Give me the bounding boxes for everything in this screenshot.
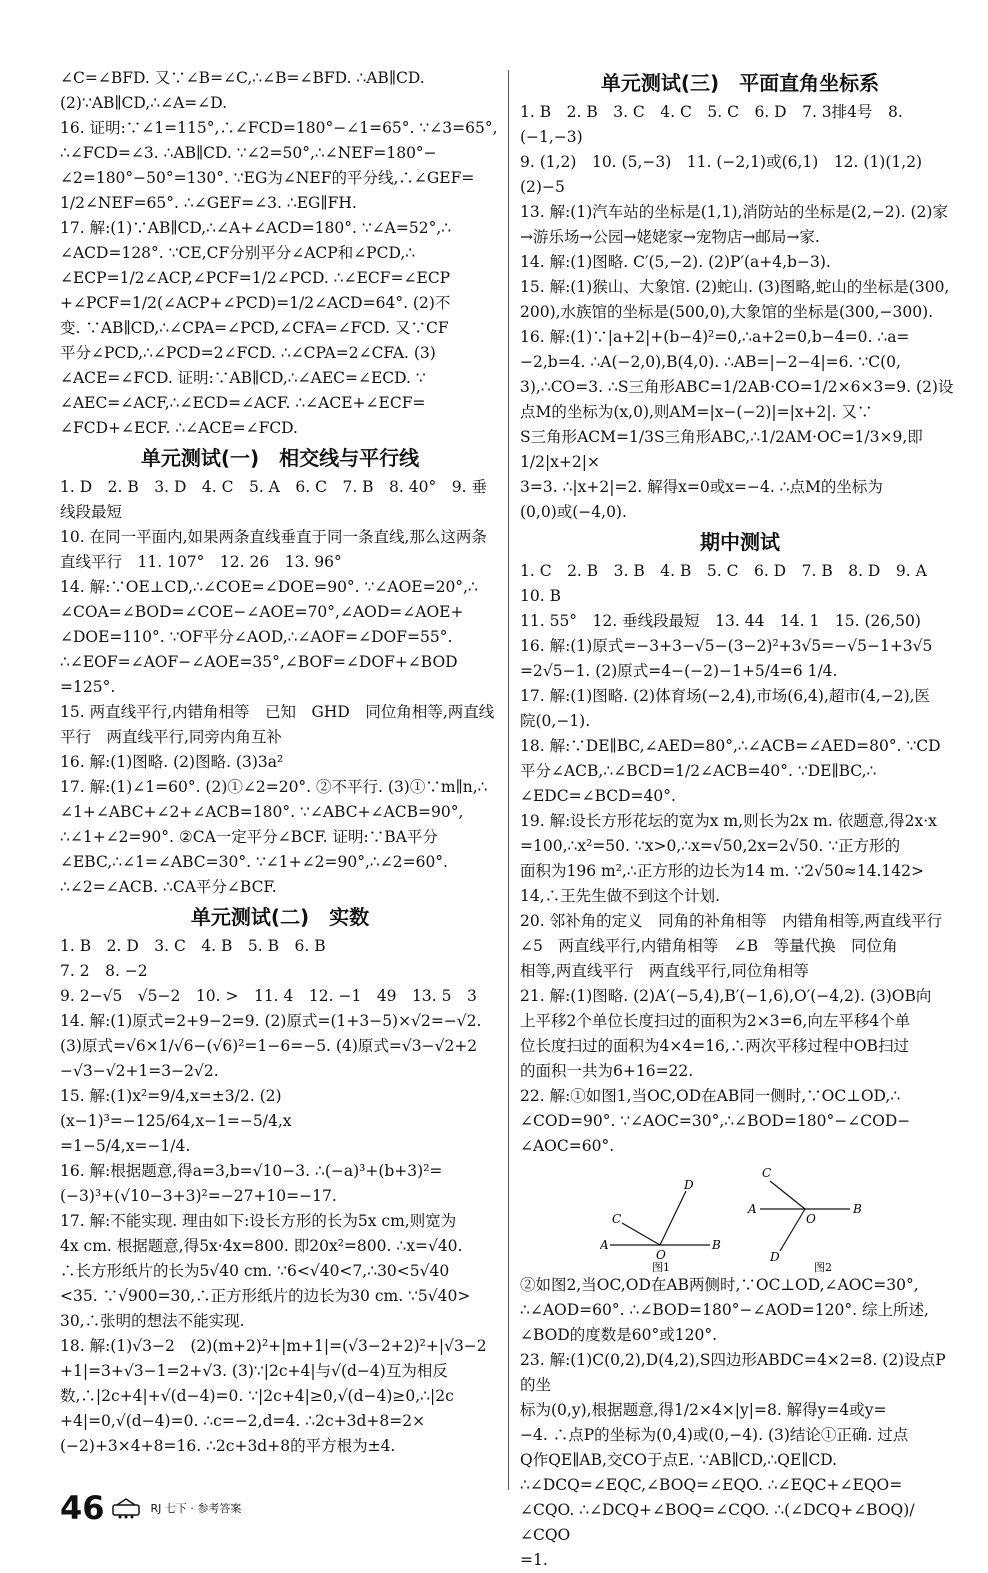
answer-line: ∠CQO. ∴∠DCQ+∠BOQ=∠CQO. ∴(∠DCQ+∠BOQ)/∠CQO (520, 1501, 915, 1544)
fig2-caption: 图2 (814, 1261, 832, 1273)
answer-line: 9. (1,2) 10. (5,−3) 11. (−2,1)或(6,1) 12. (1)(1,2) (520, 153, 923, 171)
fig1-caption: 图1 (652, 1261, 670, 1273)
answer-line: 11. 55° 12. 垂线段最短 13. 44 14. 1 15. (26,50) (520, 612, 921, 630)
answer-line: 15. 解:(1)x²=9/4,x=±3/2. (2)(x−1)³=−125/64,x−1=−5/4,x (60, 1087, 292, 1130)
answer-line: −4. ∴点P的坐标为(0,4)或(0,−4). (3)结论①正确. 过点 (520, 1426, 909, 1444)
fig1-label-o: O (656, 1248, 666, 1262)
right-column-top (520, 68, 960, 1159)
answer-line: 直线平行 11. 107° 12. 26 13. 96° (60, 553, 342, 571)
answer-line: ∠EBC,∴∠1=∠ABC=30°. ∵∠1+∠2=90°,∴∠2=60°. (60, 853, 448, 871)
footer-tag: RJ 七下 · 参考答案 (150, 1502, 242, 1515)
answer-line: 院(0,−1). (520, 712, 591, 730)
answer-line: 16. 解:(1)原式=−3+3−√5−(3−2)²+3√5=−√5−1+3√5 (520, 637, 933, 655)
left-column (60, 66, 500, 1459)
answer-line: 13. 解:(1)汽车站的坐标是(1,1),消防站的坐标是(2,−2). (2)家 (520, 203, 948, 221)
answer-line: ∠1+∠ABC+∠2+∠ACB=180°. ∵∠ABC+∠ACB=90°, (60, 803, 464, 821)
answer-line: 变. ∵AB∥CD,∴∠CPA=∠PCD,∠CFA=∠FCD. 又∵CF (60, 319, 449, 337)
right-column (520, 66, 960, 1573)
answer-line: 1. B 2. B 3. C 4. C 5. C 6. D 7. 3排4号 8. (−1,−3) (520, 103, 908, 146)
answer-line: 平分∠PCD,∴∠PCD=2∠FCD. ∴∠CPA=2∠CFA. (3) (60, 344, 436, 362)
answer-line: ∴∠AOD=60°. ∴∠BOD=180°−∠AOD=120°. 综上所述, (520, 1301, 929, 1319)
fig2-label-b: B (853, 1202, 862, 1216)
answer-line: ∠5 两直线平行,内错角相等 ∠B 等量代换 同位角 (520, 937, 898, 955)
answer-line: 23. 解:(1)C(0,2),D(4,2),S四边形ABDC=4×2=8. (2)设点P的坐 (520, 1351, 946, 1394)
right-column-bottom (520, 1273, 960, 1573)
answer-line: (−2)+3×4+8=16. ∴2c+3d+8的平方根为±4. (60, 1437, 396, 1455)
answer-line: 3=3. ∴|x+2|=2. 解得x=0或x=−4. ∴点M的坐标为 (520, 478, 883, 496)
answer-line: 平分∠ACB,∴∠BCD=1/2∠ACB=40°. ∵DE∥BC,∴ (520, 762, 877, 780)
answer-line: +1|=3+√3−1=2+√3. (3)∵|2c+4|与√(d−4)互为相反 (60, 1362, 448, 1380)
fig1-label-c: C (612, 1212, 622, 1226)
answer-line: <35. ∵√900=30,∴正方形纸片的边长为30 cm. ∵5√40> (60, 1287, 471, 1305)
angle-figures (600, 1163, 880, 1273)
answer-line: 9. 2−√5 √5−2 10. > 11. 4 12. −1 49 13. 5 3 (60, 987, 477, 1005)
answer-line: (−3)³+(√10−3+3)²=−27+10=−17. (60, 1187, 337, 1205)
answer-line: 15. 解:(1)猴山、大象馆. (2)蛇山. (3)图略,蛇山的坐标是(300, (520, 278, 950, 296)
answer-line: 15. 两直线平行,内错角相等 已知 GHD 同位角相等,两直线 (60, 703, 495, 721)
answer-line: 18. 解:∵DE∥BC,∠AED=80°,∴∠ACB=∠AED=80°. ∵CD (520, 737, 941, 755)
section-heading: 单元测试(一) 相交线与平行线 (140, 446, 420, 470)
answer-line: 位长度扫过的面积为4×4=16,∴两次平移过程中OB扫过 (520, 1037, 909, 1055)
answer-line: ∠2=180°−50°=130°. ∵EG为∠NEF的平分线,∴∠GEF= (60, 169, 475, 187)
answer-line: Q作QE∥AB,交CO于点E. ∵AB∥CD,∴QE∥CD. (520, 1451, 838, 1469)
answer-line: 14,∴王先生做不到这个计划. (520, 887, 721, 905)
answer-line: 19. 解:设长方形花坛的宽为x m,则长为2x m. 依题意,得2x·x (520, 812, 937, 830)
figure-2 (747, 1166, 862, 1273)
section-heading: 单元测试(二) 实数 (190, 905, 370, 929)
page-number: 46 (60, 1489, 105, 1527)
answer-line: 30,∴张明的想法不能实现. (60, 1312, 245, 1330)
answer-line: =1−5/4,x=−1/4. (60, 1137, 191, 1155)
answer-line: 标为(0,y),根据题意,得1/2×4×|y|=8. 解得y=4或y= (520, 1401, 887, 1419)
answer-line: −2,b=4. ∴A(−2,0),B(4,0). ∴AB=|−2−4|=6. ∵C(0, (520, 353, 901, 371)
answer-line: ∠ECP=1/2∠ACP,∠PCF=1/2∠PCD. ∴∠ECF=∠ECP (60, 269, 451, 287)
answer-line: ②如图2,当OC,OD在AB两侧时,∵OC⊥OD,∠AOC=30°, (520, 1276, 919, 1294)
answer-line: ∠FCD+∠ECF. ∴∠ACE=∠FCD. (60, 419, 298, 437)
answer-line: 数,∴|2c+4|+√(d−4)=0. ∵|2c+4|≥0,√(d−4)≥0,∴|2c (60, 1387, 454, 1405)
answer-line: ∴∠EOF=∠AOF−∠AOE=35°,∠BOF=∠DOF+∠BOD (60, 653, 458, 671)
answer-line: 3),∴CO=3. ∴S三角形ABC=1/2AB·CO=1/2×6×3=9. (2)设 (520, 378, 954, 396)
answer-line: −√3−√2+1=3−2√2. (60, 1062, 219, 1080)
fig1-label-a: A (600, 1238, 609, 1252)
answer-line: =2√5−1. (2)原式=4−(−2)−1+5/4=6 1/4. (520, 662, 838, 680)
answer-line: 点M的坐标为(x,0),则AM=|x−(−2)|=|x+2|. 又∵ (520, 403, 873, 421)
answer-line: ∴∠DCQ=∠EQC,∠BOQ=∠EQO. ∴∠EQC+∠EQO= (520, 1476, 903, 1494)
answer-line: 14. 解:(1)图略. C′(5,−2). (2)P′(a+4,b−3). (520, 253, 831, 271)
figure-1 (600, 1178, 721, 1273)
answer-line: 14. 解:∵OE⊥CD,∴∠COE=∠DOE=90°. ∵∠AOE=20°,∴ (60, 578, 478, 596)
answer-line: ∠ACE=∠FCD. 证明:∵AB∥CD,∴∠AEC=∠ECD. ∵ (60, 369, 426, 387)
answer-line: 16. 证明:∵∠1=115°,∴∠FCD=180°−∠1=65°. ∵∠3=65°, (60, 119, 498, 137)
answer-line: 4x cm. 根据题意,得5x·4x=800. 即20x²=800. ∴x=√40. (60, 1237, 463, 1255)
answer-line: (3)原式=√6×1/√6−(√6)²=1−6=−5. (4)原式=√3−√2+2 (60, 1037, 478, 1055)
answer-line: ∠DOE=110°. ∵OF平分∠AOD,∴∠AOF=∠DOF=55°. (60, 628, 453, 646)
answer-line: ∠BOD的度数是60°或120°. (520, 1326, 718, 1344)
answer-line: ∠COA=∠BOD=∠COE−∠AOE=70°,∠AOD=∠AOE+ (60, 603, 464, 621)
answer-line: 17. 解:(1)∠1=60°. (2)①∠2=20°. ②不平行. (3)①∵m∥n,∴ (60, 778, 488, 796)
column-divider (508, 70, 509, 1490)
answer-line: 16. 解:根据题意,得a=3,b=√10−3. ∴(−a)³+(b+3)²= (60, 1162, 443, 1180)
answer-line: 17. 解:(1)图略. (2)体育场(−2,4),市场(6,4),超市(4,−2),医 (520, 687, 931, 705)
section-heading: 单元测试(三) 平面直角坐标系 (600, 71, 880, 95)
fig2-label-d: D (770, 1250, 780, 1264)
answer-line: 平行 两直线平行,同旁内角互补 (60, 728, 282, 746)
answer-line: 相等,两直线平行 两直线平行,同位角相等 (520, 962, 809, 980)
answer-line: =125°. (60, 678, 116, 696)
answer-line: 20. 邻补角的定义 同角的补角相等 内错角相等,两直线平行 (520, 912, 943, 930)
answer-line: (2)−5 (520, 178, 565, 196)
answer-line: ∠EDC=∠BCD=40°. (520, 787, 676, 805)
answer-line: →游乐场→公园→姥姥家→宠物店→邮局→家. (520, 228, 820, 246)
answer-line: 14. 解:(1)原式=2+9−2=9. (2)原式=(1+3−5)×√2=−√2. (60, 1012, 482, 1030)
answer-line: 10. 在同一平面内,如果两条直线垂直于同一条直线,那么这两条 (60, 528, 487, 546)
fig1-label-d: D (684, 1178, 694, 1192)
answer-line: ∴∠1+∠2=90°. ②CA一定平分∠BCF. 证明:∵BA平分 (60, 828, 438, 846)
answer-line: ∠ACD=128°. ∵CE,CF分别平分∠ACP和∠PCD,∴ (60, 244, 416, 262)
section-heading: 期中测试 (700, 530, 780, 554)
answer-line: ∴长方形纸片的长为5√40 cm. ∵6<√40<7,∴30<5√40 (60, 1262, 450, 1280)
answer-line: 7. 2 8. −2 (60, 962, 148, 980)
answer-line: 1. B 2. D 3. C 4. B 5. B 6. B (60, 937, 326, 955)
answer-line: ∠COD=90°. ∵∠AOC=30°,∴∠BOD=180°−∠COD− (520, 1112, 911, 1130)
answer-line: ∠C=∠BFD. 又∵∠B=∠C,∴∠B=∠BFD. ∴AB∥CD. (60, 69, 425, 87)
answer-line: 16. 解:(1)∵|a+2|+(b−4)²=0,∴a+2=0,b−4=0. ∴a= (520, 328, 910, 346)
answer-line: 1/2∠NEF=65°. ∴∠GEF=∠3. ∴EG∥FH. (60, 194, 357, 212)
publisher-logo-icon (111, 1497, 141, 1519)
answer-line: +∠PCF=1/2(∠ACP+∠PCD)=1/2∠ACD=64°. (2)不 (60, 294, 451, 312)
fig2-label-c: C (762, 1166, 772, 1180)
answer-line: 1. D 2. B 3. D 4. C 5. A 6. C 7. B 8. 40° 9. 垂线段最短 (60, 478, 487, 521)
fig2-label-a: A (748, 1202, 757, 1216)
answer-line: ∠AEC=∠ACF,∴∠ECD=∠ACF. ∴∠ACE+∠ECF= (60, 394, 426, 412)
answer-line: 21. 解:(1)图略. (2)A′(−5,4),B′(−1,6),O′(−4,2). (3)OB向 (520, 987, 932, 1005)
answer-line: 上平移2个单位长度扫过的面积为2×3=6,向左平移4个单 (520, 1012, 911, 1030)
answer-line: 17. 解:(1)∵AB∥CD,∴∠A+∠ACD=180°. ∵∠A=52°,∴ (60, 219, 452, 237)
answer-line: 1. C 2. B 3. B 4. B 5. C 6. D 7. B 8. D 9. A 10. B (520, 562, 943, 605)
answer-line: (2)∵AB∥CD,∴∠A=∠D. (60, 94, 228, 112)
answer-line: 的面积一共为6+16=22. (520, 1062, 694, 1080)
answer-line: ∴∠FCD=∠3. ∴AB∥CD. ∵∠2=50°,∴∠NEF=180°− (60, 144, 437, 162)
answer-line: ∴∠2=∠ACB. ∴CA平分∠BCF. (60, 878, 277, 896)
answer-line: S三角形ACM=1/3S三角形ABC,∴1/2AM·OC=1/3×9,即1/2|x+2|× (520, 428, 923, 471)
answer-line: 16. 解:(1)图略. (2)图略. (3)3a² (60, 753, 284, 771)
answer-line: 18. 解:(1)√3−2 (2)(m+2)²+|m+1|=(√3−2+2)²+|√3−2 (60, 1337, 487, 1355)
answer-line: =100,∴x²=50. ∵x>0,∴x=√50,2x=2√50. ∵正方形的 (520, 837, 901, 855)
answer-line: +4|=0,√(d−4)=0. ∴c=−2,d=4. ∴2c+3d+8=2× (60, 1412, 426, 1430)
answer-line: 200),水族馆的坐标是(500,0),大象馆的坐标是(300,−300). (520, 303, 934, 321)
answer-line: 17. 解:不能实现. 理由如下:设长方形的长为5x cm,则宽为 (60, 1212, 457, 1230)
answer-line: 22. 解:①如图1,当OC,OD在AB同一侧时,∵OC⊥OD,∴ (520, 1087, 901, 1105)
answer-line: 面积为196 m²,∴正方形的边长为14 m. ∵2√50≈14.142> (520, 862, 924, 880)
answer-line: =1. (520, 1551, 548, 1569)
page-footer (60, 1488, 241, 1528)
fig2-label-o: O (806, 1212, 816, 1226)
fig1-label-b: B (712, 1238, 721, 1252)
answer-line: ∠AOC=60°. (520, 1137, 615, 1155)
answer-line: (0,0)或(−4,0). (520, 503, 627, 521)
